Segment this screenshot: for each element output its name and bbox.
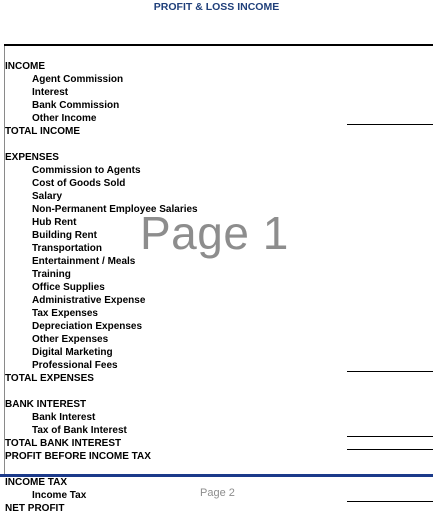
row-income-tax[interactable]: Income Tax <box>32 490 87 501</box>
row-digital-marketing[interactable]: Digital Marketing <box>32 347 113 358</box>
row-professional-fees[interactable]: Professional Fees <box>32 360 118 371</box>
total-underline <box>347 436 433 437</box>
row-income-tax[interactable]: INCOME TAX <box>5 477 68 488</box>
page-1-watermark: Page 1 <box>140 207 289 259</box>
row-bank-interest[interactable]: Bank Interest <box>32 412 96 423</box>
row-transportation[interactable]: Transportation <box>32 243 103 254</box>
row-total-income[interactable]: TOTAL INCOME <box>5 126 80 137</box>
row-administrative-expense[interactable]: Administrative Expense <box>32 295 146 306</box>
row-office-supplies[interactable]: Office Supplies <box>32 282 105 293</box>
row-non-permanent-employee-salaries[interactable]: Non-Permanent Employee Salaries <box>32 204 198 215</box>
sheet-title[interactable]: PROFIT & LOSS INCOME <box>153 1 280 13</box>
row-salary[interactable]: Salary <box>32 191 63 202</box>
row-income[interactable]: INCOME <box>5 61 45 72</box>
row-profit-before-income-tax[interactable]: PROFIT BEFORE INCOME TAX <box>5 451 151 462</box>
total-underline <box>347 124 433 125</box>
row-depreciation-expenses[interactable]: Depreciation Expenses <box>32 321 143 332</box>
row-total-expenses[interactable]: TOTAL EXPENSES <box>5 373 94 384</box>
row-tax-of-bank-interest[interactable]: Tax of Bank Interest <box>32 425 127 436</box>
page-2-watermark: Page 2 <box>200 487 235 499</box>
row-cost-of-goods-sold[interactable]: Cost of Goods Sold <box>32 178 126 189</box>
row-bank-commission[interactable]: Bank Commission <box>32 100 120 111</box>
header-border <box>4 44 433 46</box>
row-total-bank-interest[interactable]: TOTAL BANK INTEREST <box>5 438 122 449</box>
row-tax-expenses[interactable]: Tax Expenses <box>32 308 98 319</box>
row-bank-interest[interactable]: BANK INTEREST <box>5 399 87 410</box>
row-other-expenses[interactable]: Other Expenses <box>32 334 109 345</box>
row-commission-to-agents[interactable]: Commission to Agents <box>32 165 141 176</box>
row-entertainment-meals[interactable]: Entertainment / Meals <box>32 256 136 267</box>
total-underline <box>347 501 433 502</box>
row-expenses[interactable]: EXPENSES <box>5 152 59 163</box>
total-underline <box>347 371 433 372</box>
row-building-rent[interactable]: Building Rent <box>32 230 97 241</box>
row-net-profit[interactable]: NET PROFIT <box>5 503 65 514</box>
row-hub-rent[interactable]: Hub Rent <box>32 217 77 228</box>
row-other-income[interactable]: Other Income <box>32 113 97 124</box>
total-underline <box>347 449 433 450</box>
row-training[interactable]: Training <box>32 269 71 280</box>
row-agent-commission[interactable]: Agent Commission <box>32 74 124 85</box>
row-interest[interactable]: Interest <box>32 87 69 98</box>
